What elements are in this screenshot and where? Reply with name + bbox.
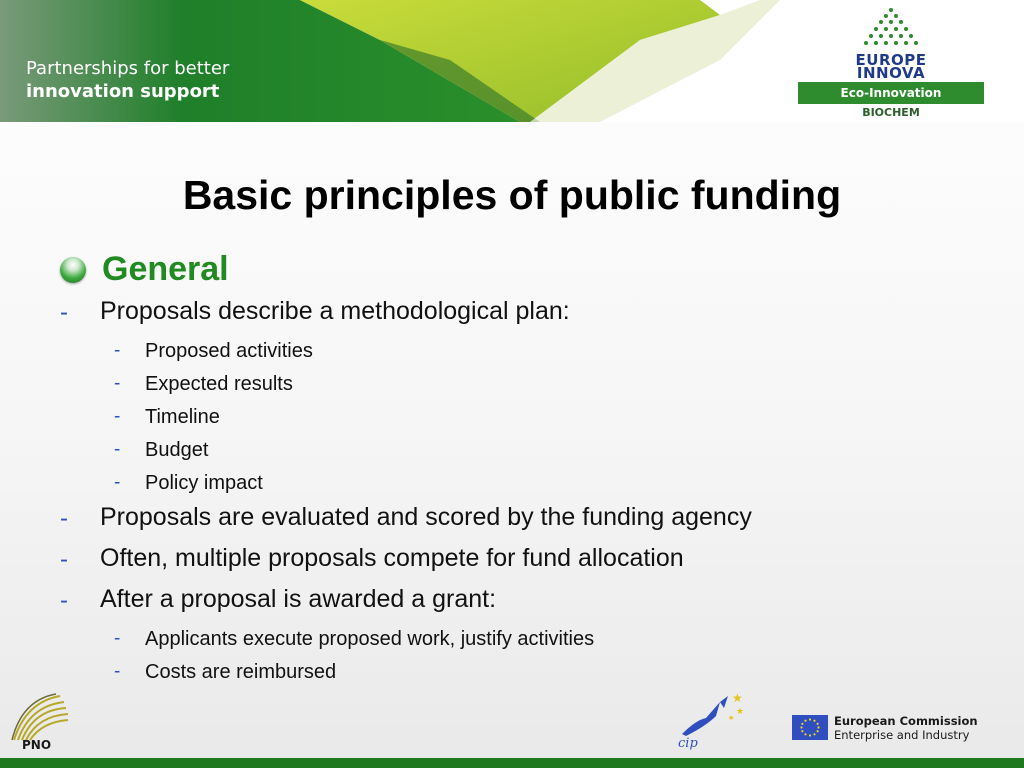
sub-bullet-dash: - <box>114 439 121 460</box>
sub-bullet-text: Proposed activities <box>145 340 313 362</box>
bullet-dash: - <box>60 546 68 573</box>
pno-logo <box>6 692 76 756</box>
sub-bullet-text: Timeline <box>145 406 220 428</box>
sub-bullet-item <box>58 366 988 399</box>
cip-logo <box>676 690 750 756</box>
section-heading-row <box>58 248 988 292</box>
pno-logo-icon <box>6 692 76 742</box>
bullet-text: Proposals describe a methodological plan: <box>100 297 570 325</box>
slide-title: Basic principles of public funding <box>182 172 842 218</box>
bullet-dash: - <box>60 505 68 532</box>
sub-bullet-dash: - <box>114 472 121 493</box>
sub-bullet-item <box>58 465 988 498</box>
ec-department: Enterprise and Industry <box>834 728 970 742</box>
eco-innovation-bar: Eco-Innovation <box>798 82 984 104</box>
ec-name: European Commission <box>834 714 978 728</box>
europe-innova-logo <box>798 4 984 120</box>
bullet-dash: - <box>60 299 68 326</box>
sub-bullet-text: Expected results <box>145 373 293 395</box>
sub-bullet-item <box>58 333 988 366</box>
bullet-list <box>58 292 988 687</box>
slide-content <box>58 248 988 687</box>
logo-title-line-2: INNOVA <box>856 64 926 82</box>
pno-label: PNO <box>22 738 52 752</box>
sub-bullet-text: Budget <box>145 439 209 461</box>
sub-bullet-dash: - <box>114 628 121 649</box>
sub-bullet-dash: - <box>114 406 121 427</box>
svg-text:★: ★ <box>736 707 745 717</box>
european-commission-logo <box>792 713 982 743</box>
sub-bullet-text: Costs are reimbursed <box>145 661 337 683</box>
bullet-item <box>58 539 988 580</box>
europe-innova-title <box>848 51 934 82</box>
sub-bullet-item <box>58 432 988 465</box>
eu-flag-icon <box>792 715 828 740</box>
sub-bullet-dash: - <box>114 373 121 394</box>
bullet-text: Proposals are evaluated and scored by the funding agency <box>100 503 752 531</box>
bullet-dash: - <box>60 587 68 614</box>
sub-bullet-dash: - <box>114 661 121 682</box>
svg-text:★: ★ <box>732 691 743 705</box>
cip-logo-icon <box>676 690 750 740</box>
bullet-item <box>58 498 988 539</box>
slide-header <box>0 0 1024 122</box>
bullet-item <box>58 580 988 621</box>
bullet-text: After a proposal is awarded a grant: <box>100 585 497 613</box>
bullet-item <box>58 292 988 333</box>
wave-logo-icon <box>856 4 926 56</box>
sub-bullet-item <box>58 621 988 654</box>
sub-bullet-text: Policy impact <box>145 472 263 494</box>
logo-title-line-1: EUROPE <box>855 51 927 69</box>
biochem-label: BIOCHEM <box>862 106 920 119</box>
header-tagline <box>26 58 229 103</box>
bullet-text: Often, multiple proposals compete for fund allocation <box>100 544 684 572</box>
footer-green-bar <box>0 758 1024 768</box>
tagline-line-1: Partnerships for better <box>26 58 230 79</box>
cip-label: cip <box>678 736 698 751</box>
sub-bullet-item <box>58 399 988 432</box>
svg-text:★: ★ <box>728 714 735 722</box>
sub-bullet-dash: - <box>114 340 121 361</box>
tagline-line-2: innovation support <box>26 80 220 102</box>
green-sphere-bullet-icon <box>60 257 86 283</box>
section-heading: General <box>102 250 229 288</box>
sub-bullet-text: Applicants execute proposed work, justify activities <box>145 628 595 650</box>
sub-bullet-item <box>58 654 988 687</box>
